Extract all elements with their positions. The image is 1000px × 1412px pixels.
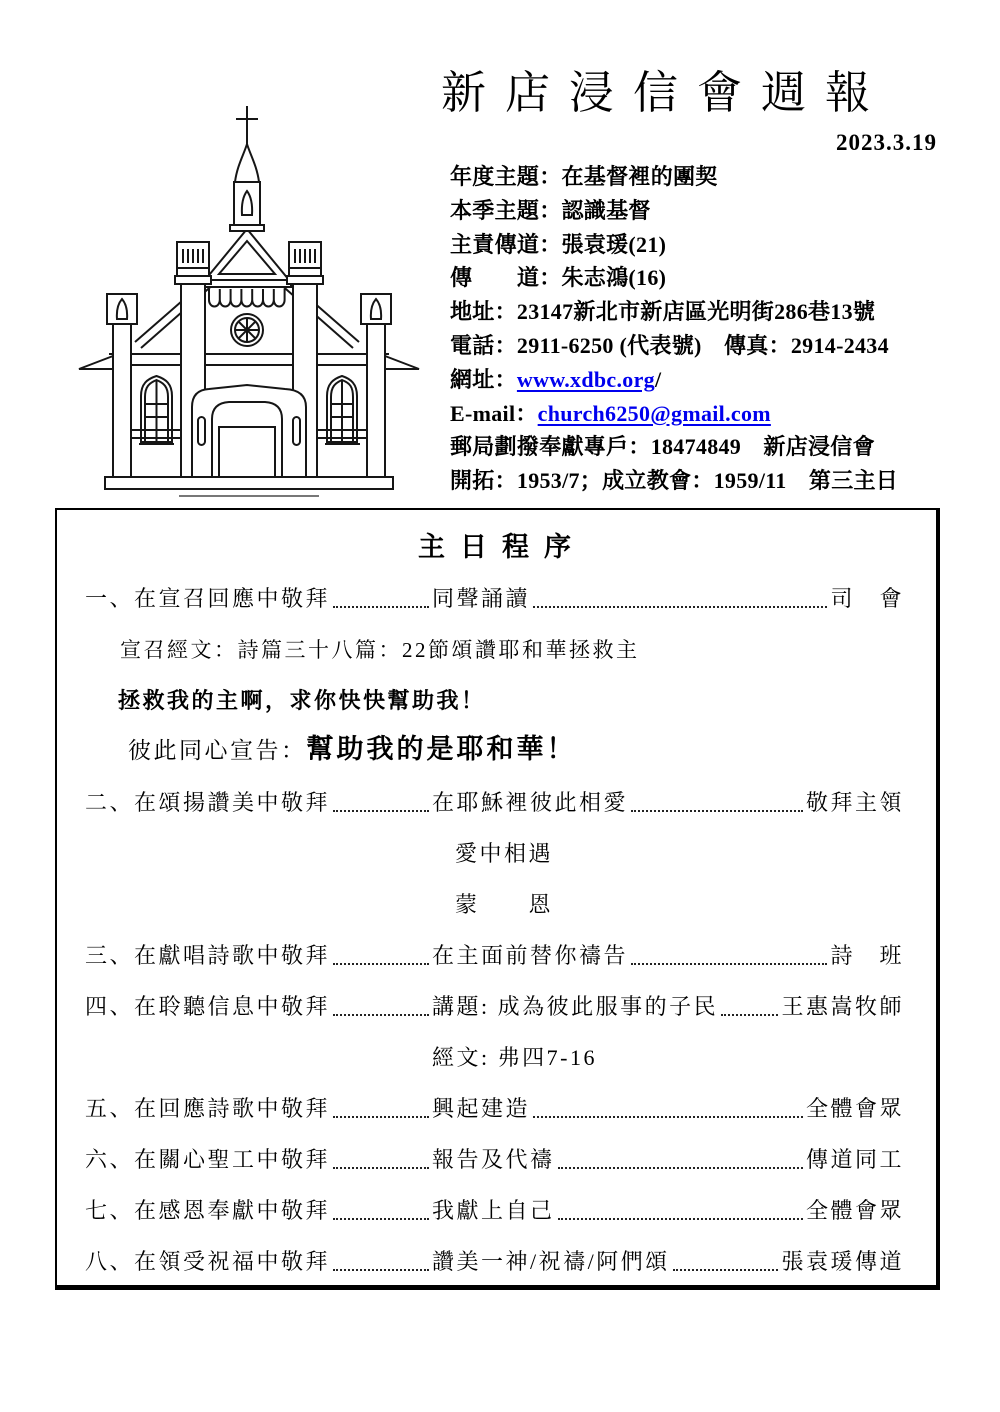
item-activity: 六、在關心聖工中敬拜 [85, 1147, 331, 1172]
item-person: 詩 班 [830, 943, 904, 968]
proclaim-text: 幫助我的是耶和華！ [306, 734, 577, 764]
gothic-window-right [325, 376, 360, 444]
item-person: 王惠嵩牧師 [781, 994, 904, 1019]
item-content: 同聲誦讀 [432, 586, 531, 611]
item-activity: 二、在頌揚讚美中敬拜 [85, 790, 331, 815]
info-line-founded: 開拓：1953/7；成立教會：1959/11 第三主日 [450, 468, 899, 494]
item-activity: 七、在感恩奉獻中敬拜 [85, 1198, 331, 1223]
item-activity: 四、在聆聽信息中敬拜 [85, 994, 331, 1019]
item-content: 我獻上自己 [432, 1198, 555, 1223]
info-line-website [450, 363, 950, 397]
dotted-leader [333, 606, 429, 608]
church-illustration [78, 92, 420, 512]
dotted-leader [333, 1218, 429, 1220]
website-label: 網址： [450, 366, 517, 392]
call-scripture-text: 宣召經文：詩篇三十八篇：22節頌讚耶和華拯救主 [120, 638, 640, 662]
church-info-block [450, 160, 950, 498]
website-suffix: / [654, 366, 662, 392]
item-content: 興起建造 [432, 1096, 531, 1121]
dotted-leader [558, 1167, 803, 1169]
gothic-window-left [139, 376, 174, 444]
program-item-8 [85, 1233, 904, 1284]
dotted-leader [333, 1014, 429, 1016]
sermon-scripture-line [85, 1029, 904, 1080]
dotted-leader [533, 606, 827, 608]
item-person: 傳道同工 [805, 1147, 904, 1172]
item-activity: 三、在獻唱詩歌中敬拜 [85, 943, 331, 968]
item-person: 全體會眾 [805, 1096, 904, 1121]
call-scripture-line [85, 621, 904, 672]
email-label: E-mail： [450, 400, 538, 426]
dotted-leader [673, 1269, 779, 1271]
item-person: 全體會眾 [805, 1198, 904, 1223]
program-item-7 [85, 1182, 904, 1233]
program-heading: 主日程序 [418, 532, 586, 562]
proclaim-prefix: 彼此同心宣告： [128, 738, 307, 763]
entrance-door [192, 385, 306, 477]
dotted-leader [721, 1014, 778, 1016]
program-item-2 [85, 774, 904, 825]
info-line-postal-account: 郵局劃撥奉獻專戶：18474849 新店浸信會 [450, 434, 875, 460]
item-activity: 一、在宣召回應中敬拜 [85, 586, 331, 611]
info-line-pastor: 傳 道：朱志鴻(16) [450, 265, 667, 291]
frieze [209, 289, 285, 307]
email-link[interactable]: church6250@gmail.com [537, 400, 771, 426]
issue-date: 2023.3.19 [836, 130, 937, 155]
rose-window [231, 314, 263, 346]
dotted-leader [333, 1167, 429, 1169]
info-line-season-theme: 本季主題：認識基督 [450, 197, 651, 223]
dotted-leader [533, 1116, 803, 1118]
hymn-line-2 [85, 876, 904, 927]
dotted-leader [333, 1269, 429, 1271]
item-content: 報告及代禱 [432, 1147, 555, 1172]
dotted-leader [333, 810, 429, 812]
item-person: 敬拜主領 [805, 790, 904, 815]
item-content: 在主面前替你禱告 [432, 943, 629, 968]
program-item-6 [85, 1131, 904, 1182]
steeple [230, 144, 264, 231]
dotted-leader [631, 963, 827, 965]
item-person: 司 會 [830, 586, 904, 611]
info-line-lead-pastor: 主責傳道：張袁瑗(21) [450, 231, 667, 257]
info-line-email [450, 397, 950, 431]
website-link[interactable]: www.xdbc.org [516, 366, 655, 392]
item-content: 在耶穌裡彼此相愛 [432, 790, 629, 815]
item-activity: 五、在回應詩歌中敬拜 [85, 1096, 331, 1121]
hymn-title: 蒙 恩 [455, 892, 554, 917]
info-line-address: 地址：23147新北市新店區光明街286巷13號 [450, 299, 876, 325]
program-item-4 [85, 978, 904, 1029]
item-content: 讚美一神/祝禱/阿們頌 [432, 1249, 670, 1274]
proclaim-line [85, 723, 904, 774]
hymn-title: 愛中相遇 [455, 841, 554, 866]
page-title: 新店浸信會週報 [441, 68, 890, 118]
item-person: 張袁瑗傳道 [781, 1249, 904, 1274]
info-line-annual-theme: 年度主題：在基督裡的團契 [450, 164, 718, 189]
base-steps [105, 477, 393, 496]
program-item-3 [85, 927, 904, 978]
response-text: 拯救我的主啊，求你快快幫助我！ [118, 688, 486, 713]
sunday-program-box [55, 508, 940, 1290]
info-line-phone-fax: 電話：2911-6250 (代表號) 傳真：2914-2434 [450, 332, 889, 358]
item-activity: 八、在領受祝福中敬拜 [85, 1249, 331, 1274]
response-line [85, 672, 904, 723]
pediment [203, 229, 291, 287]
dotted-leader [558, 1218, 803, 1220]
item-content: 講題: 成為彼此服事的子民 [432, 994, 719, 1019]
program-item-1 [85, 570, 904, 621]
hymn-line-1 [85, 825, 904, 876]
program-item-5 [85, 1080, 904, 1131]
cross-icon [236, 106, 258, 144]
dotted-leader [333, 963, 429, 965]
sermon-scripture-text: 經文: 弗四7-16 [432, 1045, 597, 1070]
dotted-leader [631, 810, 803, 812]
dotted-leader [333, 1116, 429, 1118]
